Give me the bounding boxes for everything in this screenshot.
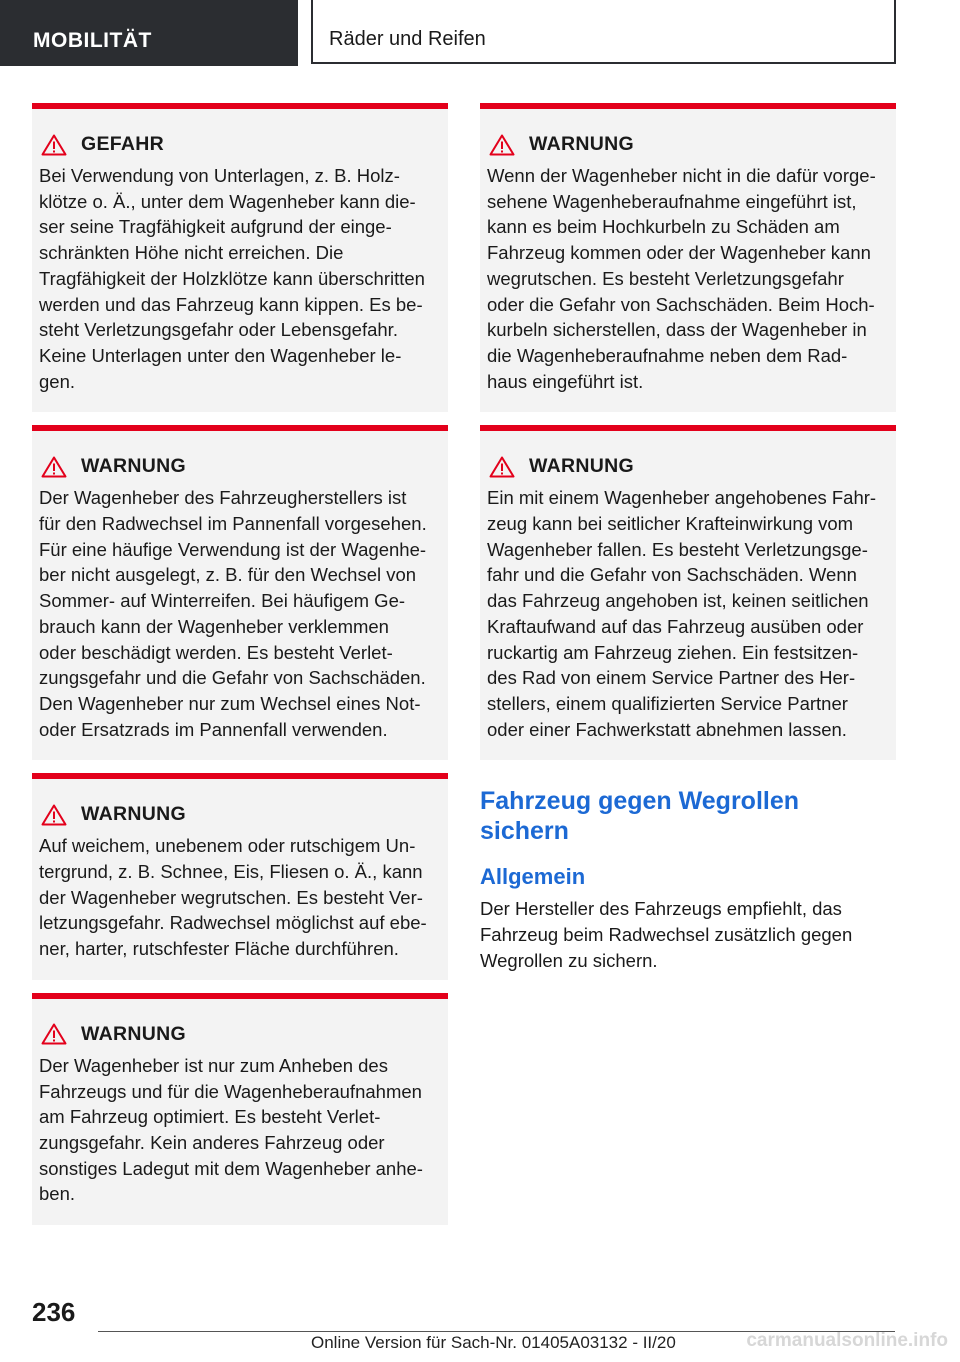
box-text: Auf weichem, unebenem oder rutschigem Un- tergrund, z. B. Schnee, Eis, Fliesen o. Ä., kann der Wagenheber wegrutschen. Es besteht Ver- letzungsgefahr. Radwechsel möglichst auf ebe- ner, harter, rutschfester Fläche durchführen. bbox=[39, 835, 427, 960]
box-title: WARNUNG bbox=[81, 803, 187, 826]
box-header bbox=[39, 455, 440, 478]
warning-box bbox=[480, 103, 896, 412]
section-title: Fahrzeug gegen Wegrollen sichern bbox=[480, 787, 800, 846]
box-text: Wenn der Wagenheber nicht in die dafür vorge- sehene Wagenheberaufnahme eingeführt ist, kann es beim Hochkurbeln zu Schäden am Fahrzeug kommen oder der Wagenheber kann wegrutschen. Es besteht Verletzungsgefahr oder die Gefahr von Sachschäden. Beim Hoch- kurbeln sicherstellen, dass der Wagenheber in die Wagenheberaufnahme neben dem Rad- haus eingeführt ist. bbox=[487, 165, 876, 392]
page-number: 236 bbox=[32, 1297, 76, 1327]
box-title: WARNUNG bbox=[81, 455, 187, 478]
header-chapter-label: Räder und Reifen bbox=[311, 0, 896, 64]
warning-triangle-icon bbox=[489, 456, 515, 478]
box-text: Der Wagenheber des Fahrzeugherstellers ist für den Radwechsel im Pannenfall vorgesehen. Für eine häufige Verwendung ist der Wagenhe- ber nicht ausgelegt, z. B. für den Wechsel von Sommer- auf Winterreifen. Bei häufigem Ge- brauch kann der Wagenheber verklemmen oder beschädigt werden. Es besteht Verlet- zungsgefahr und die Gefahr von Sachschäden. Den Wagenheber nur zum Wechsel eines Not- oder Ersatzrads im Pannenfall verwenden. bbox=[39, 487, 427, 740]
footer-version-text: Online Version für Sach-Nr. 01405A03132 - II/20 bbox=[311, 1333, 676, 1352]
page-header bbox=[0, 0, 960, 66]
danger-box bbox=[32, 103, 448, 412]
box-text: Ein mit einem Wagenheber angehobenes Fahr- zeug kann bei seitlicher Krafteinwirkung vom Wagenheber fallen. Es besteht Verletzungsge- fahr und die Gefahr von Sachschäden. Wenn das Fahrzeug angehoben ist, keinen seitlichen Kraftaufwand auf das Fahrzeug ausüben oder ruckartig am Fahrzeug ziehen. Ein festsitzen- des Rad von einem Service Partner des Her- stellers, einem qualifizierten Service Partner oder einer Fachwerkstatt abnehmen lassen. bbox=[487, 487, 877, 740]
box-header bbox=[39, 1023, 440, 1046]
warning-box bbox=[480, 425, 896, 760]
watermark: carmanualsonline.info bbox=[746, 1330, 948, 1351]
box-header bbox=[39, 133, 440, 156]
warning-triangle-icon bbox=[41, 804, 67, 826]
warning-triangle-icon bbox=[489, 134, 515, 156]
warning-triangle-icon bbox=[41, 134, 67, 156]
warning-box bbox=[32, 773, 448, 980]
box-title: WARNUNG bbox=[81, 1022, 187, 1045]
subsection-title: Allgemein bbox=[480, 864, 586, 890]
body-paragraph: Der Hersteller des Fahrzeugs empfiehlt, das Fahrzeug beim Radwechsel zusätzlich gegen Wegrollen zu sichern. bbox=[480, 898, 853, 971]
box-title: WARNUNG bbox=[529, 455, 635, 478]
box-text: Bei Verwendung von Unterlagen, z. B. Holz- klötze o. Ä., unter dem Wagenheber kann die- ser seine Tragfähigkeit aufgrund der einge- schränkten Höhe nicht erreichen. Die Tragfähigkeit der Holzklötze kann überschritten werden und das Fahrzeug kann kippen. Es be- steht Verletzungsgefahr oder Lebensgefahr. Keine Unterlagen unter den Wagenheber le- gen. bbox=[39, 165, 425, 392]
warning-box bbox=[32, 993, 448, 1225]
box-title: WARNUNG bbox=[529, 133, 635, 155]
warning-triangle-icon bbox=[41, 456, 67, 478]
box-header bbox=[487, 455, 888, 478]
warning-box bbox=[32, 425, 448, 760]
warning-triangle-icon bbox=[41, 1023, 67, 1045]
box-header bbox=[39, 803, 440, 826]
header-section-label: MOBILITÄT bbox=[0, 0, 298, 66]
box-title: GEFAHR bbox=[81, 133, 165, 155]
right-column bbox=[480, 103, 896, 973]
left-column bbox=[32, 103, 448, 1238]
box-header bbox=[487, 133, 888, 156]
box-text: Der Wagenheber ist nur zum Anheben des Fahrzeugs und für die Wagenheberaufnahmen am Fahrzeug optimiert. Es besteht Verlet- zungsgefahr. Kein anderes Fahrzeug oder sonstiges Ladegut mit dem Wagenheber anhe- ben. bbox=[39, 1054, 423, 1205]
